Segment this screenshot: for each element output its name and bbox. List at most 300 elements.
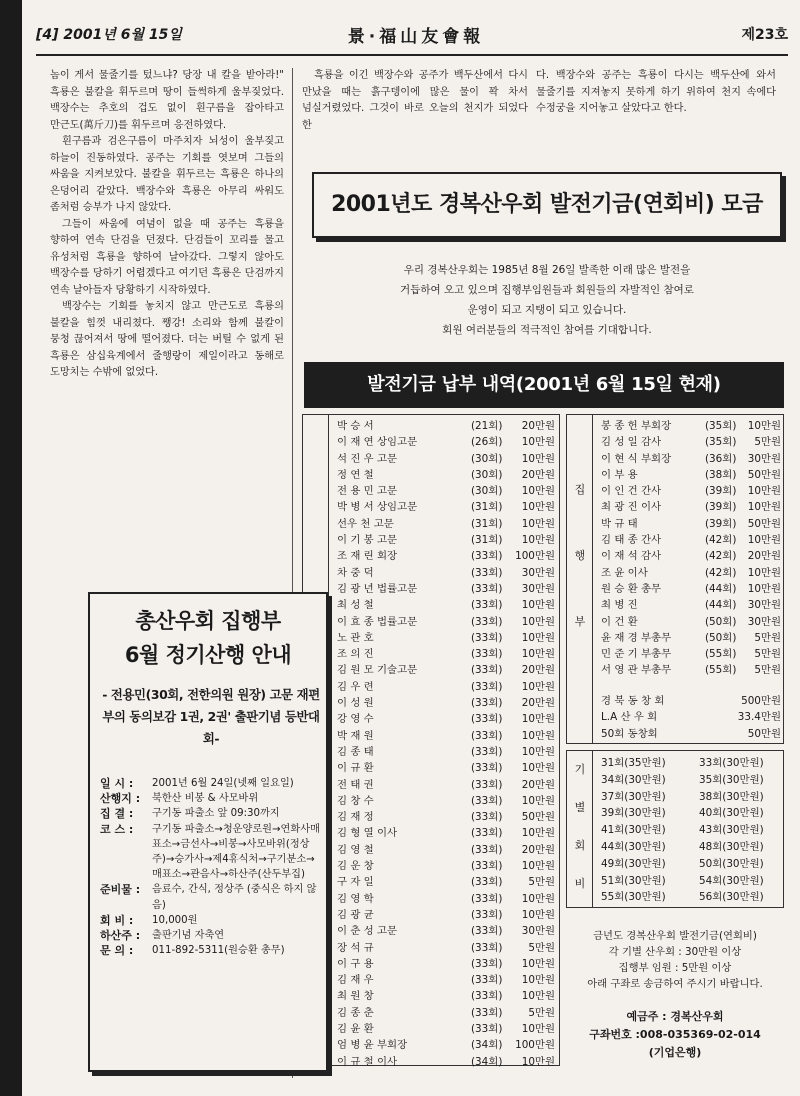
- donor-amount: 10만원: [521, 615, 555, 628]
- story-mid-paragraph: 흑룡을 이긴 백장수와 공주가 백두산에서 다시 만났을 때는 흙구뎅이에 많은 물이 꽉 차서 넘실거렸었다. 그것이 바로 오늘의 천지가 되었다 한: [302, 70, 528, 131]
- donor-amount: 5만원: [528, 1006, 555, 1019]
- event-info-value: 출판기념 자축연: [152, 930, 225, 942]
- donor-row: [333, 597, 555, 613]
- event-info-value: 음료수, 간식, 정상주 (중식은 하지 않음): [152, 884, 317, 911]
- page-header: [36, 16, 788, 56]
- term-fee-cell: 51회(30만원): [601, 874, 666, 887]
- donor-name: 김 재 우: [337, 974, 374, 987]
- org-amount: 33.4만원: [737, 711, 781, 724]
- donor-generation: (33회): [471, 566, 503, 579]
- donor-name: 최 광 진 이사: [601, 501, 662, 514]
- donor-generation: (33회): [471, 892, 503, 905]
- donor-generation: (36회): [705, 452, 737, 465]
- side-label-char: 행: [574, 549, 586, 562]
- donor-generation: (42회): [705, 534, 737, 547]
- notice-line: 각 기별 산우회 : 30만원 이상: [608, 946, 742, 958]
- term-fee-row: [597, 839, 781, 856]
- term-fee-cell: 48회(30만원): [699, 840, 764, 853]
- exec-donor-row: [597, 516, 781, 532]
- story-left-column: [50, 68, 284, 566]
- donor-amount: 5만원: [528, 876, 555, 889]
- donor-name: 김 원 모 기술고문: [337, 664, 418, 677]
- donor-row: [333, 516, 555, 532]
- donor-amount: 10만원: [521, 713, 555, 726]
- donor-generation: (39회): [705, 517, 737, 530]
- donor-generation: (33회): [471, 745, 503, 758]
- donor-amount: 30만원: [521, 582, 555, 595]
- fund-description-line: 회원 여러분들의 적극적인 참여를 기대합니다.: [442, 324, 652, 336]
- donor-name: 선우 천 고문: [337, 517, 394, 530]
- event-info-row: [100, 928, 322, 943]
- donor-generation: (31회): [471, 517, 503, 530]
- donor-row: [333, 679, 555, 695]
- donor-name: 이 구 용: [337, 957, 374, 970]
- banner-title: 발전기금 납부 내역(2001년 6월 15일 현재): [367, 374, 721, 395]
- donor-amount: 50만원: [521, 811, 555, 824]
- donor-generation: (33회): [471, 550, 503, 563]
- donor-name: 원 승 환 총무: [601, 582, 662, 595]
- donor-name: 윤 재 경 부총무: [601, 631, 672, 644]
- donor-amount: 10만원: [521, 452, 555, 465]
- donor-row: [333, 842, 555, 858]
- donor-generation: (44회): [705, 582, 737, 595]
- donor-generation: (33회): [471, 697, 503, 710]
- donor-amount: 10만원: [521, 892, 555, 905]
- donor-row: [333, 825, 555, 841]
- exec-donor-row: [597, 614, 781, 630]
- notice-line: 아래 구좌로 송금하여 주시기 바랍니다.: [587, 978, 763, 990]
- donor-amount: 10만원: [747, 534, 781, 547]
- term-fee-cell: 56회(30만원): [699, 891, 764, 904]
- donor-generation: (50회): [705, 615, 737, 628]
- exec-donor-row: [597, 548, 781, 564]
- donor-amount: 5만원: [528, 941, 555, 954]
- event-info-row: [100, 806, 322, 821]
- term-fee-table: [566, 750, 784, 908]
- donor-amount: 10만원: [521, 501, 555, 514]
- donor-row: [333, 728, 555, 744]
- donor-amount: 20만원: [521, 468, 555, 481]
- donor-row: [333, 923, 555, 939]
- exec-donor-row: [597, 434, 781, 450]
- donor-amount: 10만원: [521, 485, 555, 498]
- donor-row: [333, 711, 555, 727]
- donor-generation: (35회): [705, 436, 737, 449]
- donor-amount: 10만원: [747, 420, 781, 432]
- issue-number: 제23호: [741, 27, 788, 43]
- story-paragraph: 놈이 게서 물줄기를 텄느냐? 당장 내 칼을 받아라!" 흑룡은 불칼을 휘두르며 땅이 들썩하게 울부짖었다. 백장수는 추호의 겁도 없이 흰구름을 잡아타고 만근도(萬斤刀)를 휘두르며 응전하였다.: [50, 70, 284, 131]
- event-info-row: [100, 913, 322, 928]
- donor-generation: (33회): [471, 615, 503, 628]
- event-info-key: 코 스 :: [100, 822, 134, 836]
- term-fee-cell: 35회(30만원): [699, 773, 764, 786]
- donor-row: [333, 646, 555, 662]
- donor-generation: (33회): [471, 974, 503, 987]
- donor-row: [333, 467, 555, 483]
- donor-row: [333, 1005, 555, 1021]
- donor-row: [333, 956, 555, 972]
- donor-generation: (33회): [471, 925, 503, 938]
- org-donor-row: [597, 726, 781, 742]
- donor-amount: 10만원: [521, 957, 555, 970]
- donor-name: 최 병 진: [601, 599, 638, 612]
- donor-generation: (33회): [471, 990, 503, 1003]
- org-donor-row: [597, 709, 781, 725]
- exec-donor-row: [597, 646, 781, 662]
- exec-donor-row: [597, 467, 781, 483]
- donor-amount: 10만원: [747, 566, 781, 579]
- donor-amount: 10만원: [521, 680, 555, 693]
- donor-row: [333, 581, 555, 597]
- donor-row: [333, 451, 555, 467]
- notice-line: 금년도 경복산우회 발전기금(연회비): [593, 930, 757, 942]
- donor-name: 조 윤 이사: [601, 566, 648, 579]
- donor-name: 김 광 년 법률고문: [337, 582, 418, 595]
- fund-title-box: [312, 172, 782, 238]
- donor-row: [333, 1021, 555, 1037]
- term-fee-cell: 50회(30만원): [699, 857, 764, 870]
- donor-row: [333, 695, 555, 711]
- term-fee-cell: 49회(30만원): [601, 857, 666, 870]
- donor-name: 이 인 건 간사: [601, 485, 662, 498]
- exec-donor-row: [597, 499, 781, 515]
- donor-row: [333, 777, 555, 793]
- term-fee-row: [597, 772, 781, 789]
- exec-side-label: [567, 415, 593, 743]
- donor-amount: 10만원: [521, 990, 555, 1003]
- term-fee-cell: 44회(30만원): [601, 840, 666, 853]
- term-fee-cell: 33회(30만원): [699, 757, 764, 769]
- donor-generation: (33회): [471, 941, 503, 954]
- donor-name: 구 자 일: [337, 876, 374, 889]
- donor-name: 김 형 열 이사: [337, 827, 398, 840]
- fund-description: [312, 260, 782, 340]
- donor-row: [333, 614, 555, 630]
- exec-donor-row: [597, 418, 781, 434]
- donor-name: 박 승 서: [337, 420, 374, 432]
- exec-donor-row: [597, 597, 781, 613]
- donor-row: [333, 548, 555, 564]
- donor-generation: (33회): [471, 908, 503, 921]
- exec-donor-row: [597, 630, 781, 646]
- donor-row: [333, 940, 555, 956]
- donor-name: 엄 병 윤 부회장: [337, 1039, 408, 1052]
- donor-name: 이 성 원: [337, 697, 374, 710]
- donor-amount: 30만원: [747, 452, 781, 465]
- event-title-line: 총산우회 집행부: [135, 609, 281, 633]
- event-info-key: 일 시 :: [100, 777, 134, 790]
- donor-amount: 10만원: [521, 534, 555, 547]
- term-fee-list: [597, 755, 781, 906]
- term-fee-cell: 31회(35만원): [601, 757, 666, 769]
- donor-amount: 10만원: [747, 501, 781, 514]
- donor-row: [333, 483, 555, 499]
- donor-row: [333, 434, 555, 450]
- donor-amount: 10만원: [521, 517, 555, 530]
- donor-generation: (33회): [471, 876, 503, 889]
- term-fee-cell: 43회(30만원): [699, 824, 764, 837]
- event-info-row: [100, 776, 322, 791]
- donor-generation: (33회): [471, 729, 503, 742]
- story-paragraph: 그들이 싸움에 여념이 없을 때 공주는 흑룡을 향하여 연속 단검을 던졌다. 단검들이 꼬리를 물고 유성처럼 흑룡을 향하여 날아갔다. 그렇지 않아도 백장수를 당하기 어렵겠다고 여기던 흑룡은 단검까지 연속 날아들자 당황하기 시작하였다.: [50, 218, 284, 296]
- donor-name: 전 태 권: [337, 778, 374, 791]
- donor-amount: 5만원: [754, 648, 781, 661]
- term-side-label: [567, 751, 593, 907]
- term-fee-cell: 34회(30만원): [601, 773, 666, 786]
- account-holder: 예금주 : 경복산우회: [626, 1010, 724, 1023]
- donor-name: 최 원 창: [337, 990, 374, 1003]
- donor-generation: (33회): [471, 794, 503, 807]
- side-label-char: 별: [574, 801, 586, 814]
- donor-name: 박 재 원: [337, 729, 374, 742]
- donor-name: 김 운 창: [337, 860, 374, 873]
- donor-row: [333, 418, 555, 434]
- donor-name: 최 성 철: [337, 599, 374, 612]
- org-name: 50회 동창회: [601, 727, 658, 740]
- newsletter-page: [36, 16, 788, 1082]
- fund-title: 2001년도 경복산우회 발전기금(연회비) 모금: [331, 192, 763, 217]
- event-info-value: 10,000원: [152, 914, 198, 926]
- term-fee-row: [597, 889, 781, 906]
- exec-donor-row: [597, 581, 781, 597]
- donor-row: [333, 630, 555, 646]
- donor-name: 김 우 련: [337, 680, 374, 693]
- donor-generation: (34회): [471, 1039, 503, 1052]
- event-info-key: 회 비 :: [100, 913, 134, 927]
- donor-generation: (42회): [705, 550, 737, 563]
- org-donor-row: [597, 693, 781, 709]
- event-info-key: 문 의 :: [100, 944, 134, 958]
- donor-name: 이 건 환: [601, 615, 638, 628]
- donor-row: [333, 809, 555, 825]
- term-fee-cell: 40회(30만원): [699, 807, 764, 820]
- donor-generation: (33회): [471, 860, 503, 873]
- donor-name: 민 준 기 부총무: [601, 648, 672, 661]
- donor-name: 김 광 균: [337, 908, 374, 921]
- donor-name: 이 효 종 법률고문: [337, 615, 418, 628]
- donor-generation: (33회): [471, 1006, 503, 1019]
- donor-generation: (33회): [471, 648, 503, 661]
- term-fee-cell: 39회(30만원): [601, 807, 666, 820]
- donor-generation: (33회): [471, 713, 503, 726]
- donor-name: 이 현 식 부회장: [601, 452, 672, 465]
- fund-notice: [566, 928, 784, 992]
- donor-amount: 5만원: [754, 436, 781, 449]
- org-name: 경 북 동 창 회: [601, 695, 665, 707]
- donor-name: 이 춘 성 고문: [337, 925, 398, 938]
- donor-row: [333, 760, 555, 776]
- donor-row: [333, 532, 555, 548]
- donor-amount: 50만원: [747, 468, 781, 481]
- donor-name: 이 규 환: [337, 762, 374, 775]
- donor-row: [333, 662, 555, 678]
- donor-amount: 10만원: [521, 860, 555, 873]
- event-info-key: 준비물 :: [100, 883, 141, 897]
- donor-row: [333, 499, 555, 515]
- donor-generation: (33회): [471, 957, 503, 970]
- donor-name: 김 종 태: [337, 745, 374, 758]
- donor-name: 박 규 태: [601, 517, 638, 530]
- donor-row: [333, 1037, 555, 1053]
- donor-amount: 10만원: [747, 582, 781, 595]
- donor-name: 강 영 수: [337, 713, 374, 726]
- exec-donor-table: [566, 414, 784, 744]
- donor-name: 김 종 춘: [337, 1006, 374, 1019]
- donor-generation: (33회): [471, 631, 503, 644]
- donor-amount: 10만원: [521, 827, 555, 840]
- bank-account-info: [566, 1008, 784, 1062]
- exec-donor-row: [597, 662, 781, 678]
- donor-name: 차 중 덕: [337, 566, 374, 579]
- donor-generation: (55회): [705, 664, 737, 677]
- side-label-char: 기: [574, 763, 586, 776]
- donor-name: 박 병 서 상임고문: [337, 501, 418, 514]
- exec-donor-list: [597, 418, 781, 679]
- exec-donor-row: [597, 451, 781, 467]
- donor-amount: 5만원: [754, 664, 781, 677]
- donor-generation: (30회): [471, 468, 503, 481]
- donor-amount: 10만원: [521, 974, 555, 987]
- org-amount: 50만원: [747, 727, 781, 740]
- donor-amount: 20만원: [521, 843, 555, 856]
- side-label-char: 부: [574, 615, 586, 628]
- event-subtitle: - 전용민(30회, 전한의원 원장) 고문 재편 부의 동의보감 1권, 2권' 출판기념 등반대회-: [102, 687, 320, 746]
- hiking-event-box: [88, 592, 328, 1072]
- term-fee-row: [597, 873, 781, 890]
- term-fee-row: [597, 805, 781, 822]
- side-label-char: 집: [574, 483, 586, 496]
- donor-generation: (39회): [705, 501, 737, 514]
- donor-row: [333, 891, 555, 907]
- event-title-line: 6월 정기산행 안내: [124, 643, 292, 667]
- donor-amount: 30만원: [747, 615, 781, 628]
- donor-name: 김 윤 환: [337, 1022, 374, 1035]
- event-info-row: [100, 791, 322, 806]
- donor-generation: (21회): [471, 420, 503, 432]
- donor-name: 전 용 민 고문: [337, 485, 398, 498]
- donor-amount: 10만원: [521, 1055, 555, 1068]
- fund-description-line: 거듭하여 오고 있으며 집행부임원들과 회원들의 자발적인 참여로: [400, 284, 694, 296]
- donor-name: 김 재 정: [337, 811, 374, 824]
- donor-generation: (31회): [471, 501, 503, 514]
- donor-name: 김 영 철: [337, 843, 374, 856]
- donor-name: 노 관 호: [337, 631, 374, 644]
- donor-row: [333, 744, 555, 760]
- event-info-value: 구기동 파출소→청운양로원→연화사매표소→금선사→비봉→사모바위(정상주)→승가사→제4휴식처→구기분소→매표소→관음사→하산주(산두부집): [152, 823, 320, 881]
- donor-name: 이 규 철 이사: [337, 1055, 398, 1068]
- donor-name: 이 재 연 상임고문: [337, 436, 418, 449]
- notice-line: 집행부 임원 : 5만원 이상: [618, 962, 732, 974]
- story-paragraph: 백장수는 기회를 놓치지 않고 만근도로 흑룡의 불칼을 힘껏 내리쳤다. 쨍강! 소리와 함께 불칼이 뭉청 끊어져서 땅에 떨어졌다. 더는 버틸 수 없게 된 흑룡은 삼십육계에서 줄행랑이 제일이라고 동해로 도망치는 수밖에 없었다.: [50, 301, 284, 378]
- term-fee-cell: 41회(30만원): [601, 824, 666, 837]
- donor-row: [333, 874, 555, 890]
- donor-amount: 50만원: [747, 517, 781, 530]
- donor-row: [333, 972, 555, 988]
- donor-amount: 100만원: [515, 1039, 555, 1052]
- donor-name: 이 부 용: [601, 468, 638, 481]
- donor-name: 봉 종 헌 부회장: [601, 420, 672, 432]
- exec-donor-row: [597, 565, 781, 581]
- issue-date: [4] 2001년 6월 15일: [36, 27, 182, 43]
- donor-name: 조 재 린 회장: [337, 550, 398, 563]
- donor-amount: 20만원: [521, 697, 555, 710]
- donor-name: 김 영 학: [337, 892, 374, 905]
- donor-amount: 20만원: [521, 778, 555, 791]
- org-amount: 500만원: [741, 695, 781, 707]
- donor-generation: (31회): [471, 534, 503, 547]
- donor-amount: 10만원: [521, 729, 555, 742]
- event-info-list: [100, 776, 322, 958]
- donor-generation: (33회): [471, 1022, 503, 1035]
- donor-amount: 10만원: [521, 436, 555, 449]
- donor-amount: 10만원: [521, 599, 555, 612]
- donor-amount: 100만원: [515, 550, 555, 563]
- event-info-row: [100, 822, 322, 883]
- donor-name: 정 연 철: [337, 468, 374, 481]
- donor-amount: 10만원: [521, 648, 555, 661]
- term-fee-cell: 54회(30만원): [699, 874, 764, 887]
- event-info-key: 하산주 :: [100, 929, 141, 943]
- donor-amount: 10만원: [521, 762, 555, 775]
- donor-amount: 30만원: [747, 599, 781, 612]
- exec-donor-row: [597, 483, 781, 499]
- newspaper-title: 景·福山友會報: [347, 27, 485, 47]
- donor-row: [333, 907, 555, 923]
- donor-name: 석 진 우 고문: [337, 452, 398, 465]
- donor-generation: (33회): [471, 582, 503, 595]
- event-title: [90, 604, 326, 672]
- donor-name: 조 의 진: [337, 648, 374, 661]
- donor-amount: 10만원: [747, 485, 781, 498]
- donor-amount: 20만원: [521, 664, 555, 677]
- donor-amount: 5만원: [754, 631, 781, 644]
- donor-generation: (33회): [471, 827, 503, 840]
- donor-generation: (39회): [705, 485, 737, 498]
- side-label-char: 회: [574, 839, 586, 852]
- donor-amount: 20만원: [521, 420, 555, 432]
- donor-generation: (50회): [705, 631, 737, 644]
- donor-name: 김 성 일 감사: [601, 436, 662, 449]
- donor-generation: (26회): [471, 436, 503, 449]
- event-info-key: 집 결 :: [100, 807, 134, 821]
- term-fee-cell: 55회(30만원): [601, 891, 666, 904]
- side-label-char: 비: [574, 877, 586, 890]
- donor-row: [333, 858, 555, 874]
- term-fee-row: [597, 755, 781, 772]
- donor-generation: (42회): [705, 566, 737, 579]
- event-info-row: [100, 943, 322, 958]
- account-number: 구좌번호 :008-035369-02-014: [589, 1028, 761, 1041]
- donor-generation: (33회): [471, 599, 503, 612]
- term-fee-row: [597, 789, 781, 806]
- donor-row: [333, 793, 555, 809]
- donor-generation: (33회): [471, 680, 503, 693]
- event-info-value: 011-892-5311(원승환 총무): [152, 945, 285, 957]
- story-paragraph: 흰구름과 검은구름이 마주치자 뇌성이 울부짖고 하늘이 진동하였다. 공주는 기회를 엿보며 그들의 싸움을 지켜보았다. 불칼을 휘두르는 흑룡은 하나의 은덩어리 같았다. 백장수와 흑룡은 아무리 싸워도 좀처럼 승부가 나지 않았다.: [50, 136, 284, 213]
- donor-row: [333, 988, 555, 1004]
- event-info-key: 산행지 :: [100, 792, 141, 806]
- donor-generation: (33회): [471, 664, 503, 677]
- donor-generation: (34회): [471, 1055, 503, 1068]
- donor-generation: (33회): [471, 811, 503, 824]
- event-info-value: 구기동 파출소 앞 09:30까지: [152, 808, 280, 820]
- donor-name: 이 재 석 감사: [601, 550, 662, 563]
- donor-amount: 10만원: [521, 745, 555, 758]
- page-binding-edge: [0, 0, 22, 1096]
- donor-name: 김 태 종 간사: [601, 534, 662, 547]
- payment-list-banner: [304, 362, 784, 408]
- donor-generation: (33회): [471, 843, 503, 856]
